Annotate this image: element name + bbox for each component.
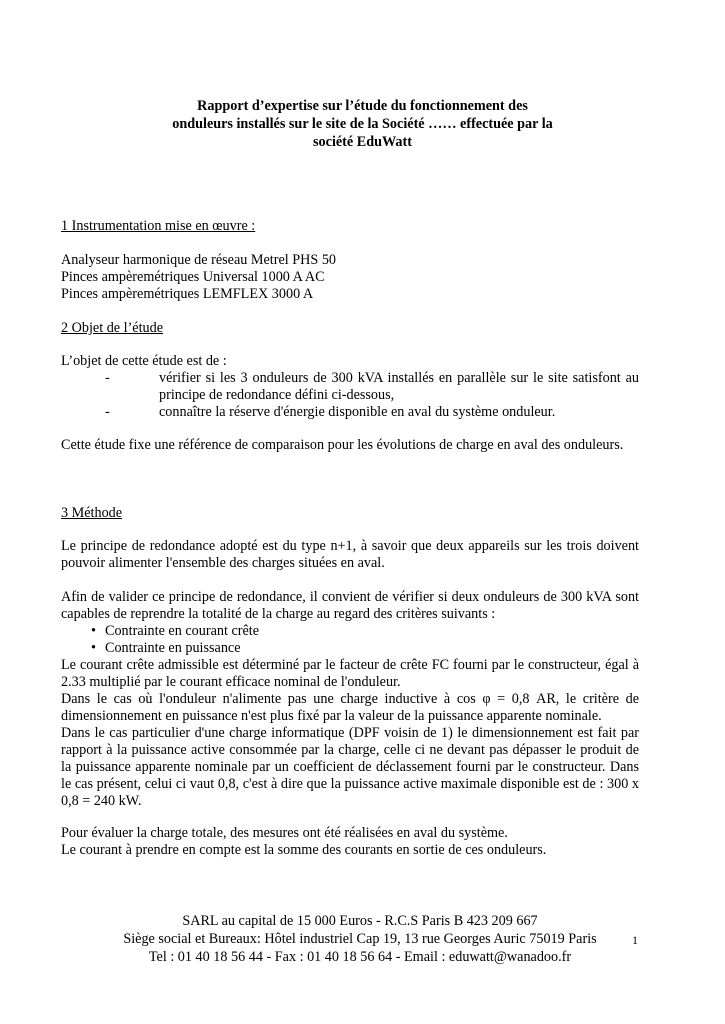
instrument-list (61, 252, 639, 303)
section-2-heading (61, 320, 639, 337)
paragraph: Dans le cas où l'onduleur n'alimente pas une charge inductive à cos φ = 0,8 AR, le critère de dimensionnement en puissance n'est plus fixé par la valeur de la puissance apparente nominale. (61, 691, 639, 724)
list-item-text: connaître la réserve d'énergie disponible en aval du système onduleur. (159, 404, 556, 420)
instrument-item: Pinces ampèremétriques LEMFLEX 3000 A (61, 286, 314, 302)
page-footer (60, 912, 660, 966)
list-item-text: vérifier si les 3 onduleurs de 300 kVA installés en parallèle sur le site satisfont au principe de redondance défini ci-dessous, (159, 370, 639, 403)
footer-address-line: Siège social et Bureaux: Hôtel industriel Cap 19, 13 rue Georges Auric 75019 Paris (123, 931, 597, 947)
list-item (61, 640, 639, 657)
list-item-text: Contrainte en courant crête (105, 623, 260, 639)
paragraph: Pour évaluer la charge totale, des mesures ont été réalisées en aval du système. (61, 825, 508, 841)
paragraph: Le courant crête admissible est déterminé par le facteur de crête FC fourni par le constructeur, égal à 2.33 multiplié par le courant efficace nominal de l'onduleur. (61, 657, 639, 690)
bullet-marker: • (91, 623, 96, 639)
section-heading: 1 Instrumentation mise en œuvre : (61, 218, 256, 234)
paragraph: Le courant à prendre en compte est la somme des courants en sortie de ces onduleurs. (61, 842, 547, 858)
instrument-item: Pinces ampèremétriques Universal 1000 A AC (61, 269, 325, 285)
paragraph: Le principe de redondance adopté est du type n+1, à savoir que deux appareils sur les trois doivent pouvoir alimenter l'ensemble des charges situées en aval. (61, 538, 639, 571)
section-3-heading (61, 505, 639, 522)
bullet-marker: • (91, 640, 96, 656)
objective-list (61, 370, 639, 421)
list-item (61, 623, 639, 640)
title-line-3: société EduWatt (313, 134, 412, 150)
document-title (120, 97, 605, 151)
paragraph: Afin de valider ce principe de redondance, il convient de vérifier si deux onduleurs de 300 kVA sont capables de reprendre la totalité de la charge au regard des critères suivants : (61, 589, 639, 622)
title-line-1: Rapport d’expertise sur l’étude du fonctionnement des (197, 98, 528, 114)
section-heading: 2 Objet de l’étude (61, 320, 164, 336)
title-line-2: onduleurs installés sur le site de la Société …… effectuée par la (172, 116, 553, 132)
dash-marker: - (105, 404, 110, 420)
list-item-text: Contrainte en puissance (105, 640, 241, 656)
section-1-heading (61, 218, 639, 235)
instrument-item: Analyseur harmonique de réseau Metrel PHS 50 (61, 252, 337, 268)
criteria-list (61, 623, 639, 657)
footer-company-line: SARL au capital de 15 000 Euros - R.C.S Paris B 423 209 667 (182, 913, 538, 929)
section-2-intro: L’objet de cette étude est de : (61, 353, 227, 369)
footer-contact-line: Tel : 01 40 18 56 44 - Fax : 01 40 18 56 64 - Email : eduwatt@wanadoo.fr (148, 949, 572, 965)
page-number: 1 (632, 933, 638, 947)
paragraph: Dans le cas particulier d'une charge informatique (DPF voisin de 1) le dimensionnement est fait par rapport à la puissance active consommée par la charge, celle ci ne devant pas dépasser le produit de la puissance apparente nominale par un coefficient de déclassement fourni par le constructeur. Dans le cas présent, celui ci vaut 0,8, c'est à dire que la puissance active maximale disponible est de : 300 x 0,8 = 240 kW. (61, 725, 639, 809)
section-2-paragraph: Cette étude fixe une référence de comparaison pour les évolutions de charge en aval des onduleurs. (61, 437, 624, 453)
dash-marker: - (105, 370, 110, 386)
list-item (61, 370, 639, 404)
section-heading: 3 Méthode (61, 505, 123, 521)
list-item (61, 404, 639, 421)
